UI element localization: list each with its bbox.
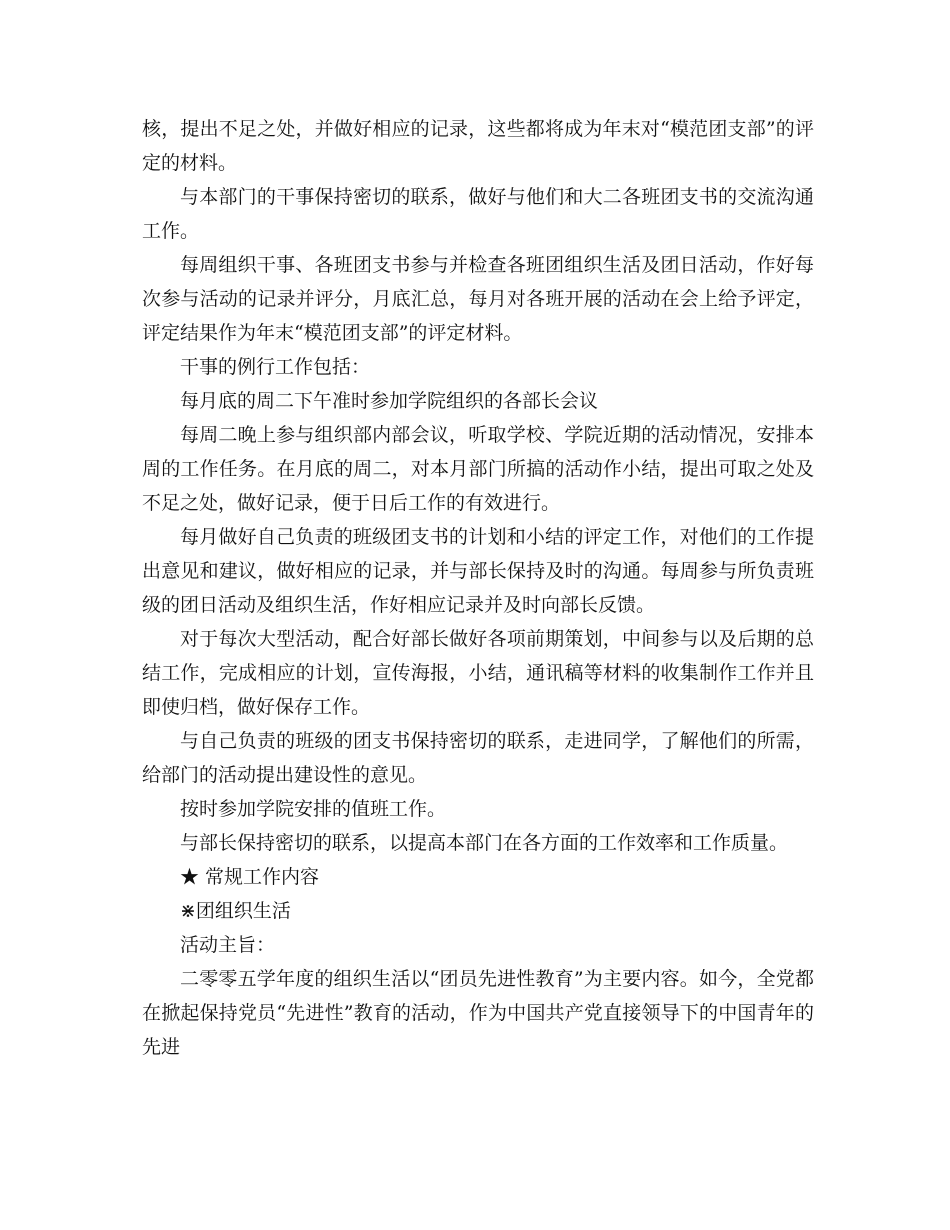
paragraph-class-contact: 与自己负责的班级的团支书保持密切的联系，走进同学，了解他们的所需，给部门的活动提出建设性的意见。	[142, 730, 814, 786]
subsection-heading-org-life: ⋇团组织生活	[180, 900, 291, 922]
document-body	[142, 112, 814, 1064]
paragraph-weekly-inspection: 每周组织干事、各班团支书参与并检查各班团组织生活及团日活动，作好每次参与活动的记录并评分，月底汇总，每月对各班开展的活动在会上给予评定，评定结果作为年末“模范团支部”的评定材料。	[142, 254, 814, 344]
paragraph-plan-evaluation: 每月做好自己负责的班级团支书的计划和小结的评定工作，对他们的工作提出意见和建议，做好相应的记录，并与部长保持及时的沟通。每周参与所负责班级的团日活动及组织生活，作好相应记录并及时向部长反馈。	[142, 526, 814, 616]
paragraph-activity-purpose: 二零零五学年度的组织生活以“团员先进性教育”为主要内容。如今，全党都在掀起保持党员“先进性”教育的活动，作为中国共产党直接领导下的中国青年的先进	[142, 968, 814, 1058]
paragraph-activity-purpose-label: 活动主旨：	[180, 934, 276, 956]
paragraph-liaison: 与本部门的干事保持密切的联系，做好与他们和大二各班团支书的交流沟通工作。	[142, 186, 814, 242]
paragraph-large-events: 对于每次大型活动，配合好部长做好各项前期策划，中间参与以及后期的总结工作，完成相应的计划，宣传海报，小结，通讯稿等材料的收集制作工作并且即使归档，做好保存工作。	[142, 628, 814, 718]
paragraph-tuesday-meeting: 每周二晚上参与组织部内部会议，听取学校、学院近期的活动情况，安排本周的工作任务。在月底的周二，对本月部门所搞的活动作小结，提出可取之处及不足之处，做好记录，便于日后工作的有效进行。	[142, 424, 814, 514]
paragraph-monthly-meeting: 每月底的周二下午准时参加学院组织的各部长会议	[180, 390, 599, 412]
paragraph-minister-contact: 与部长保持密切的联系，以提高本部门在各方面的工作效率和工作质量。	[180, 832, 789, 854]
paragraph-routine-heading: 干事的例行工作包括：	[180, 356, 371, 378]
paragraph-continuation: 核，提出不足之处，并做好相应的记录，这些都将成为年末对“模范团支部”的评定的材料。	[142, 118, 814, 174]
section-heading-regular-work: ★ 常规工作内容	[180, 866, 320, 888]
paragraph-duty: 按时参加学院安排的值班工作。	[180, 798, 447, 820]
